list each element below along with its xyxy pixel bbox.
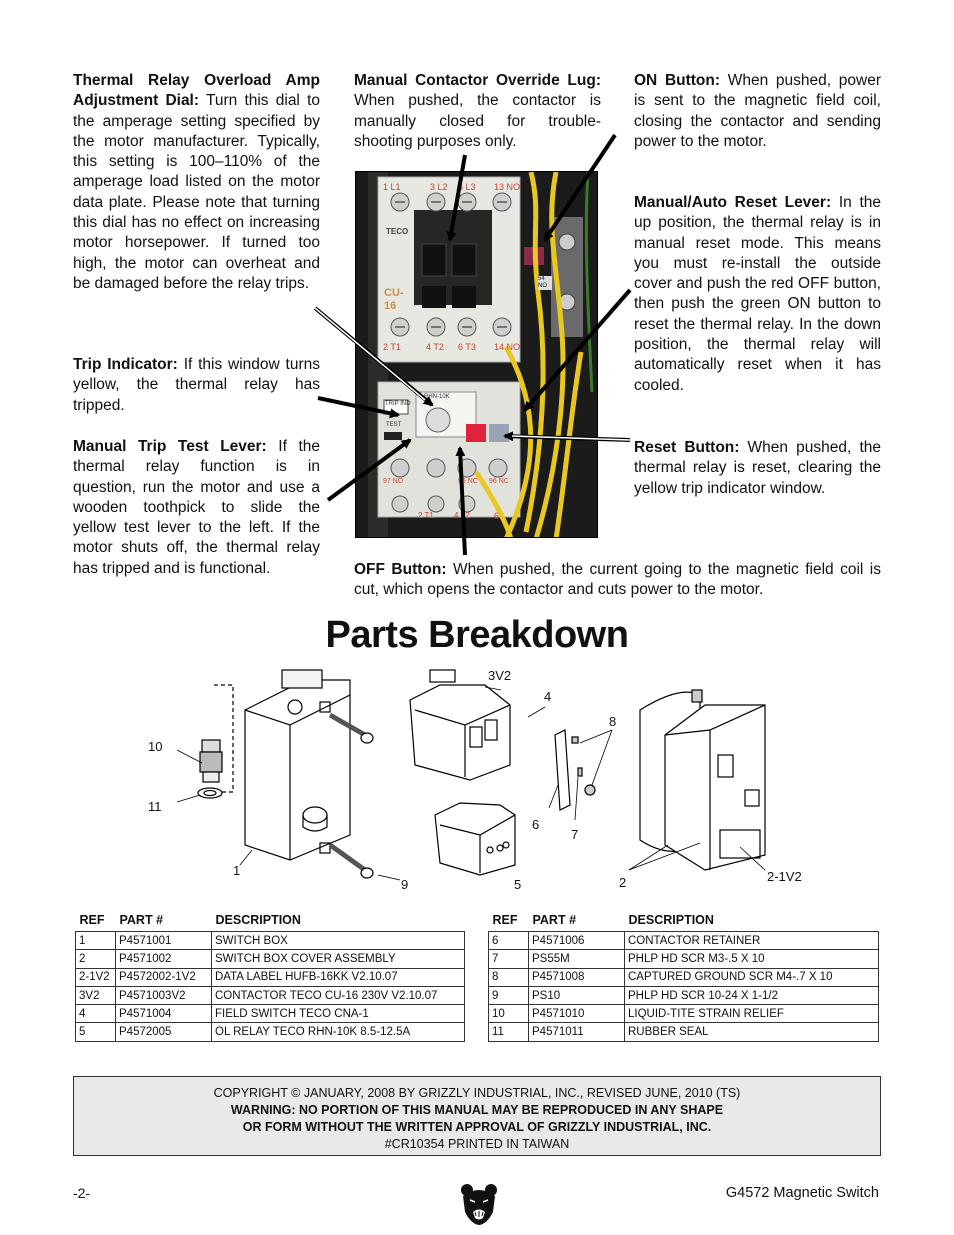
photo-label-rb4: 4 T2: [454, 511, 470, 520]
override-lug-heading: Manual Contactor Override Lug:: [354, 72, 601, 89]
callout-6: 6: [532, 817, 540, 832]
exploded-view-drawing: [140, 665, 820, 900]
on-button-text: When pushed, power is sent to the magnetic field coil, closing the contactor and sending power to the motor.: [634, 72, 881, 150]
photo-label-r96: 96 NC: [489, 478, 509, 485]
on-button-heading: ON Button:: [634, 72, 721, 89]
table-row: [489, 950, 879, 968]
print-line: #CR10354 PRINTED IN TAIWAN: [384, 1137, 570, 1151]
callout-8: 8: [609, 714, 617, 729]
photo-label-r97: 97 NO: [383, 478, 404, 485]
cell-part: P4571006: [529, 932, 625, 950]
photo-label-t3: 3 L2: [430, 182, 448, 192]
cell-description: CONTACTOR RETAINER: [625, 932, 879, 950]
photo-label-b2: 2 T1: [383, 342, 401, 352]
cell-part: P4571011: [529, 1023, 625, 1041]
photo-label-rb2: 2 T1: [418, 511, 434, 520]
warning-line: WARNING: NO PORTION OF THIS MANUAL MAY BE REPRODUCED IN ANY SHAPE: [230, 1103, 724, 1117]
cell-part: P4571002: [116, 950, 212, 968]
photo-label-t13: 13 NO: [494, 182, 521, 192]
photo-label-test: TEST: [386, 422, 402, 428]
photo-label-model: CU-16: [384, 287, 404, 312]
warning-line-2: OR FORM WITHOUT THE WRITTEN APPROVAL OF GRIZZLY INDUSTRIAL, INC.: [242, 1120, 712, 1134]
photo-label-brand: TECO: [386, 227, 409, 236]
cell-description: CAPTURED GROUND SCR M4-.7 X 10: [625, 968, 879, 986]
cell-part: P4571004: [116, 1005, 212, 1023]
photo-label-t1: 1 L1: [383, 182, 401, 192]
photo-label-b6: 6 T3: [458, 342, 476, 352]
photo-label-trip-ind: TRIP IND: [385, 401, 411, 407]
table-header-row: [76, 913, 465, 932]
table-row: [489, 1023, 879, 1041]
table-row: [489, 986, 879, 1004]
header-part: PART #: [532, 913, 577, 927]
callout-3v2: 3V2: [488, 668, 512, 683]
cell-part: PS10: [529, 986, 625, 1004]
cell-part: P4572005: [116, 1023, 212, 1041]
manual-trip-text: If the thermal relay function is in question, run the motor and use a wooden toothpick to slide the yellow test lever to the left. If the motor shuts off, the thermal relay has tripped and is functional.: [73, 438, 320, 577]
page-title: Parts Breakdown: [325, 614, 629, 656]
callout-2-1v2: 2-1V2: [767, 869, 802, 884]
reset-button-heading: Reset Button:: [634, 439, 740, 456]
cell-ref: 8: [489, 968, 529, 986]
parts-table-left: [75, 913, 465, 1042]
cell-ref: 5: [76, 1023, 116, 1041]
cell-ref: 10: [489, 1005, 529, 1023]
header-description: DESCRIPTION: [628, 913, 714, 927]
cell-description: PHLP HD SCR M3-.5 X 10: [625, 950, 879, 968]
reset-lever-text: In the up position, the thermal relay is in manual reset mode. This means you must re-install the outside cover and push the red OFF button, then push the green ON button to reset the thermal relay. In the down position, the thermal relay will automatically reset when it has cooled.: [634, 194, 881, 394]
photo-label-rb6: 6: [494, 511, 500, 521]
footer-manual-title: G4572 Magnetic Switch: [725, 1185, 879, 1201]
table-header-row: [489, 913, 879, 932]
manual-trip-heading: Manual Trip Test Lever:: [73, 438, 267, 455]
copyright-line: COPYRIGHT © JANUARY, 2008 BY GRIZZLY INDUSTRIAL, INC., REVISED JUNE, 2010 (TS): [213, 1086, 741, 1100]
grizzly-bear-logo-icon: [459, 1182, 499, 1226]
cell-part: P4571008: [529, 968, 625, 986]
cell-description: LIQUID-TITE STRAIN RELIEF: [625, 1005, 879, 1023]
cell-ref: 1: [76, 932, 116, 950]
table-row: [489, 1005, 879, 1023]
callout-11: 11: [148, 799, 162, 814]
table-row: [489, 968, 879, 986]
table-row: [76, 986, 465, 1004]
cell-part: P4571001: [116, 932, 212, 950]
cell-ref: 3V2: [76, 986, 116, 1004]
parts-diagram: [140, 665, 820, 900]
table-row: [76, 950, 465, 968]
header-part: PART #: [119, 913, 164, 927]
trip-indicator-heading: Trip Indicator:: [73, 356, 178, 373]
cell-description: CONTACTOR TECO CU-16 230V V2.10.07: [212, 986, 465, 1004]
cell-ref: 11: [489, 1023, 529, 1041]
header-ref: REF: [79, 913, 105, 927]
table-row: [489, 932, 879, 950]
photo-label-aux: 54 NO: [538, 276, 552, 290]
photo-label-relay-model: RHN-10K: [424, 394, 450, 400]
cell-description: SWITCH BOX: [212, 932, 465, 950]
cell-description: FIELD SWITCH TECO CNA-1: [212, 1005, 465, 1023]
cell-ref: 9: [489, 986, 529, 1004]
callout-4: 4: [544, 689, 552, 704]
cell-description: SWITCH BOX COVER ASSEMBLY: [212, 950, 465, 968]
cell-ref: 4: [76, 1005, 116, 1023]
cell-description: DATA LABEL HUFB-16KK V2.10.07: [212, 968, 465, 986]
cell-ref: 2: [76, 950, 116, 968]
callout-2: 2: [619, 875, 627, 890]
cell-description: RUBBER SEAL: [625, 1023, 879, 1041]
off-button-heading: OFF Button:: [354, 561, 447, 578]
header-description: DESCRIPTION: [215, 913, 301, 927]
table-row: [76, 932, 465, 950]
cell-ref: 6: [489, 932, 529, 950]
page-number: -2-: [73, 1185, 91, 1201]
table-row: [76, 1005, 465, 1023]
callout-9: 9: [401, 877, 409, 892]
trip-indicator-text: If this window turns yellow, the thermal relay has tripped.: [73, 356, 321, 414]
photo-label-t5: 5 L3: [458, 182, 476, 192]
cell-description: PHLP HD SCR 10-24 X 1-1/2: [625, 986, 879, 1004]
thermal-dial-text: Turn this dial to the amperage setting specified by the motor manufacturer. Typically, this setting is 100–110% of the amperage load listed on the motor data plate. Please note that turning this dial has no effect on increasing motor horsepower. If turned too high, the motor can overheat and be damaged before the relay trips.: [73, 92, 320, 292]
override-lug-text: When pushed, the contactor is manually closed for trouble-shooting purposes only.: [354, 92, 601, 150]
copyright-box: [73, 1076, 881, 1156]
cell-description: OL RELAY TECO RHN-10K 8.5-12.5A: [212, 1023, 465, 1041]
thermal-dial-heading: Thermal Relay Overload Amp Adjustment Dial:: [73, 72, 320, 110]
reset-lever-heading: Manual/Auto Reset Lever:: [634, 194, 832, 211]
header-ref: REF: [492, 913, 518, 927]
off-button-text: When pushed, the current going to the magnetic field coil is cut, which opens the contactor and cuts power to the motor.: [354, 561, 881, 599]
cell-ref: 7: [489, 950, 529, 968]
callout-1: 1: [233, 863, 241, 878]
cell-part: P4571003V2: [116, 986, 212, 1004]
cell-part: P4572002-1V2: [116, 968, 212, 986]
photo-label-b4: 4 T2: [426, 342, 444, 352]
cell-part: PS55M: [529, 950, 625, 968]
callout-5: 5: [514, 877, 522, 892]
photo-label-b14: 14 NO: [494, 342, 521, 352]
parts-table-right: [488, 913, 879, 1042]
table-row: [76, 968, 465, 986]
photo-label-r95: 95 NC: [458, 478, 478, 485]
reset-button-text: When pushed, the thermal relay is reset, clearing the yellow trip indicator window.: [634, 439, 881, 497]
table-row: [76, 1023, 465, 1041]
cell-ref: 2-1V2: [76, 968, 116, 986]
callout-7: 7: [571, 827, 579, 842]
callout-10: 10: [148, 739, 163, 754]
cell-part: P4571010: [529, 1005, 625, 1023]
